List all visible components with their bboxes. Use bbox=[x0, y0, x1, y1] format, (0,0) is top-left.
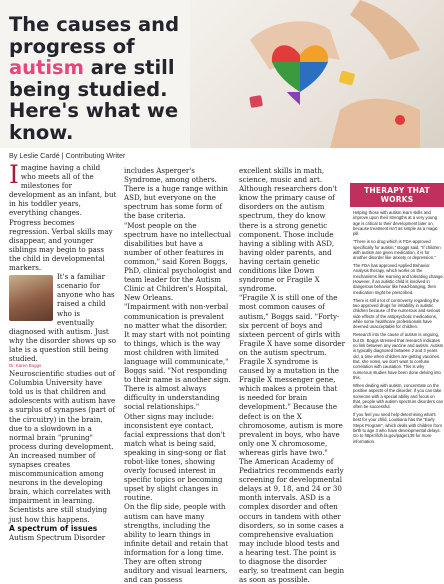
paragraph: Neuroscientific studies out of Columbia University have told us is that children and adolescents with autism have a surplus of synapses (part of the circuitry) in the brain, due to a slowdown in a normal brain "pruning" process during development. bbox=[9, 369, 116, 451]
sidebar-paragraph: The FDA has approved Applied Behavior Analysis therapy, which works on the mechanisms like learning and tolerating change. However, if an autistic child is involved in dangerous behavior like head-banging, then medication might be prescribed. bbox=[353, 263, 444, 295]
sidebar-title: THERAPY THAT WORKS bbox=[350, 183, 444, 207]
page-title bbox=[9, 14, 209, 143]
paragraph: magine having a child who meets all of the milestones for development as an infant, but in his toddler years, everything changes. bbox=[9, 163, 117, 218]
drop-cap: I bbox=[9, 160, 19, 189]
sidebar-body bbox=[350, 207, 444, 444]
title-accent-word: autism bbox=[9, 56, 84, 79]
puzzle-heart-illustration bbox=[190, 0, 444, 148]
paragraph: The American Academy of Pediatrics recommends early screening for developmental delays at 9, 18, and 24 or 30 month intervals. ASD is a complex disorder and often occurs in tandem with other disorders, so in some cases a comprehensive evaluation may include blood tests and a hearing test. The point is to diagnose the disorder early, so treatment can begin as soon as possible. bbox=[239, 457, 345, 584]
photo-caption: Dr. Karen Boggs bbox=[9, 363, 42, 369]
paragraph: Other signs may include: inconsistent eye contact, facial expressions that don't match what is being said, speaking in sing-song or flat robot-like tones, showing overly focused interest in specific topics or becoming upset by slight changes in routine. bbox=[124, 411, 227, 503]
sidebar-paragraph: Helping those with autism learn skills and improve upon their strengths at a very young age is critical to their development later on, because treatment isn't as simple as a magic pill. bbox=[353, 210, 438, 237]
author-photo bbox=[9, 275, 53, 321]
title-part-2: are still being studied. Here's what we know. bbox=[9, 56, 179, 144]
sidebar-paragraph: There is still a lot of controversy regarding the two approved drugs for irritability in autistic children because of the numerous and serious side effects of the antipsychotic medications, while some healthcare professionals have deemed unacceptable for children. bbox=[353, 297, 441, 330]
paragraph: "Fragile X is still one of the most common causes of autism," Boggs said. "Forty-six percent of boys and sixteen percent of girls with Fragile X have some disorder on the autism spectrum. Fragile X syndrome is caused by a mutation in the Fragile X messenger gene, which makes a protein that is needed for brain development." Because the defect is on the X chromosome, autism is more prevalent in boys, who have only one X chromosome, whereas girls have two." bbox=[239, 293, 345, 457]
sidebar-paragraph: When dealing with autism, concentrate on the positive aspects of the disorder. If you can take someone with a special ability and focus on that, people with autism spectrum disorders can often be successful. bbox=[353, 382, 444, 410]
paragraph: Scientists are still studying just how this happens. bbox=[9, 505, 107, 524]
hero-banner bbox=[0, 0, 444, 148]
sidebar-paragraph: Research into the cause of autism is ongoing, but Dr. Boggs stressed that research indicates no link between any vaccine and autism. Autism is typically diagnosed between 2 and 3 years old, a time when children are getting vaccines. But, she notes, we don't want to confuse correlation with causation. This is why numerous studies have been done delving into this. bbox=[353, 332, 444, 380]
sidebar-paragraph: "There is no drug which is FDA-approved specifically for autism," Boggs said. "If children with autism are given medication, it is for another disorder like anxiety or depression." bbox=[353, 239, 441, 261]
paragraph: Autism Spectrum Disorder bbox=[9, 532, 106, 542]
article-column-3 bbox=[239, 166, 345, 584]
paragraph: Progress becomes regression. Verbal skills may disappear, and younger siblings may begin to pass the child in developmental markers. bbox=[9, 217, 113, 273]
paragraph: On the flip side, people with autism can have many strengths, including the ability to learn things in infinite detail and retain that information for a long time. They are often strong auditory and visual learners, and can possess bbox=[124, 502, 229, 584]
paragraph: Although researchers don't know the primary cause of disorders on the autism spectrum, they do know there is a strong genetic component. Those include having a sibling with ASD, having older parents, and having certain genetic conditions like Down syndrome or Fragile X syndrome. bbox=[239, 184, 338, 294]
paragraph: It's a familiar scenario for anyone who has raised a child who is eventually diagnosed with autism. Just why the disorder shows up so late is a question still being studied. bbox=[9, 272, 116, 363]
paragraph: "Impairment with non-verbal communication is prevalent no matter what the disorder. It may start with not pointing to things, which is the way most children with limited language will communicate," Boggs said. "Not responding to their name is another sign. There is almost always difficulty in understanding social relationships." bbox=[124, 302, 231, 412]
paragraph: "Most people on the spectrum have no intellectual disabilities but have a number of other features in common," said Koren Boggs, PhD, clinical psychologist and team leader for the Autism Clinic at Children's Hospital, New Orleans. bbox=[124, 220, 232, 303]
article-column-2 bbox=[124, 166, 232, 584]
byline: By Leslie Cardé | Contributing Writer bbox=[9, 151, 126, 160]
title-part-1: The causes and progress of bbox=[9, 13, 180, 58]
paragraph: An increased number of synapses creates miscommunication among neurons in the developing brain, which correlates with impairment in learning. bbox=[9, 450, 111, 506]
sidebar-paragraph: If you feel you need help determining what's best for your child, Louisiana has the "Early Steps Program", which deals with children from birth to age 3 who have developmental delays. Go to https://ldh.la.gov/page/139 for more information. bbox=[353, 412, 442, 444]
section-subhead: A spectrum of issues bbox=[9, 523, 98, 533]
article-column-1 bbox=[9, 160, 117, 542]
therapy-sidebar bbox=[350, 183, 444, 480]
paragraph: excellent skills in math, science, music and art. bbox=[239, 166, 325, 185]
paragraph: includes Asperger's Syndrome, among others. There is a huge range within ASD, but everyone on the spectrum has some form of the base criteria. bbox=[124, 166, 228, 221]
hero-photo-puzzle-heart bbox=[190, 0, 444, 148]
